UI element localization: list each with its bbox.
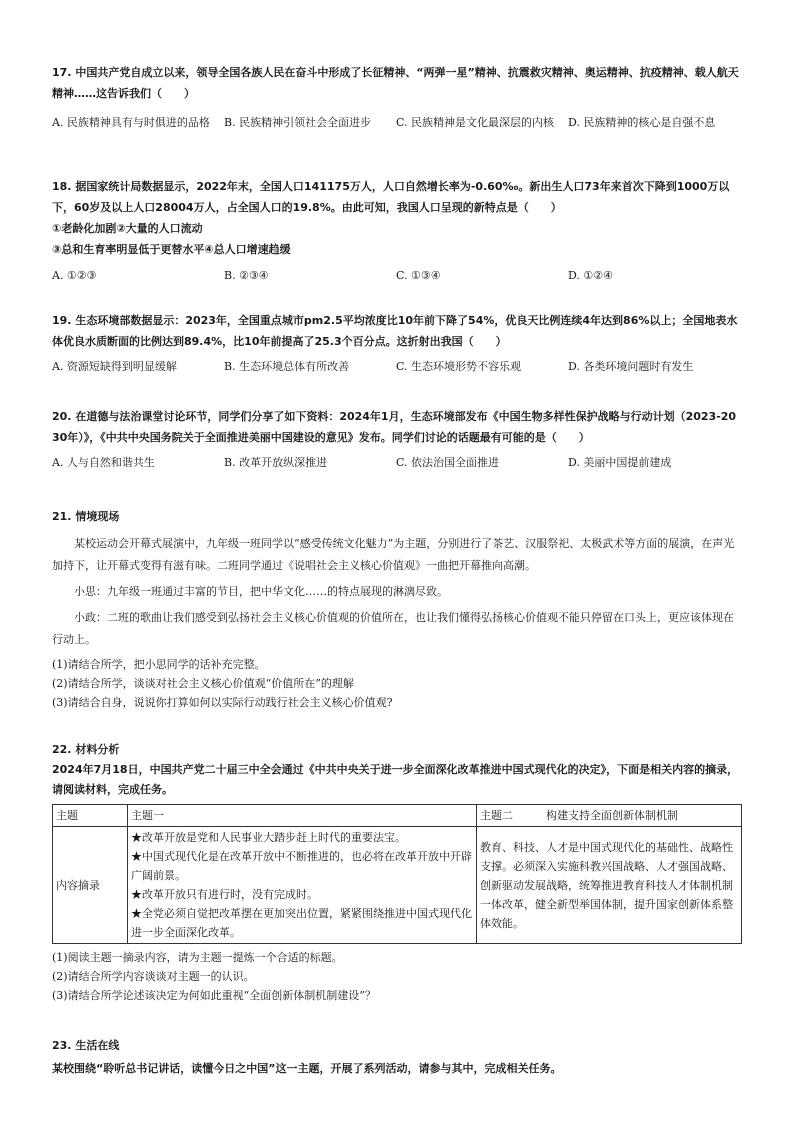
option-b[interactable]: B. ②③④ [224, 269, 269, 282]
material-intro: 2024年7月18日，中国共产党二十届三中全会通过《中共中央关于进一步全面深化改革推进中国式现代化的决定》，下面是相关内容的摘录，请阅读材料，完成任务。 [52, 763, 739, 796]
option-a[interactable]: A. 民族精神具有与时俱进的品格 [52, 116, 210, 129]
activity-intro: 某校围绕“聆听总书记讲话，读懂今日之中国”这一主题，开展了系列活动，请参与其中，完成相关任务。 [52, 1062, 562, 1075]
table-cell [128, 827, 477, 944]
table-header-cell: 主题二 构建支持全面创新体制机制 [477, 805, 742, 827]
excerpt-line: ★改革开放是党和人民事业大踏步赶上时代的重要法宝。 [131, 831, 406, 844]
sub-question: (3)请结合自身，说说你打算如何以实际行动践行社会主义核心价值观? [52, 696, 393, 709]
statement-line: ①老龄化加剧②大量的人口流动 [52, 222, 203, 235]
option-c[interactable]: C. 民族精神是文化最深层的内核 [396, 116, 555, 129]
dialogue-line: 小政：二班的歌曲让我们感受到弘扬社会主义核心价值观的价值所在，也让我们懂得弘扬核心价值观不能只停留在口头上，更应该体现在行动上。 [52, 611, 734, 646]
option-d[interactable]: D. 各类环境问题时有发生 [568, 360, 694, 373]
question-stem: 20. 在道德与法治课堂讨论环节，同学们分享了如下资料：2024年1月，生态环境部发布《中国生物多样性保护战略与行动计划（2023-2030年）》，《中共中央国务院关于全面推进美丽中国建设的意见》发布。同学们讨论的话题最有可能的是（ ） [52, 410, 737, 444]
table-header-cell: 主题 [53, 805, 128, 827]
option-c[interactable]: C. ①③④ [396, 269, 441, 282]
sub-question: (1)阅读主题一摘录内容，请为主题一提炼一个合适的标题。 [52, 951, 343, 964]
options-row [52, 113, 742, 133]
option-c[interactable]: C. 依法治国全面推进 [396, 456, 500, 469]
section-title: 23. 生活在线 [52, 1039, 120, 1052]
question-stem: 17. 中国共产党自成立以来，领导全国各族人民在奋斗中形成了长征精神、“两弹一星”精神、抗震救灾精神、奥运精神、抗疫精神、载人航天精神……这告诉我们（ ） [52, 66, 739, 100]
question-19 [52, 310, 742, 377]
table-row-label: 内容摘录 [53, 827, 128, 944]
sub-question: (3)请结合所学论述该决定为何如此重视“全面创新体制机制建设”？ [52, 989, 376, 1002]
question-17 [52, 62, 742, 133]
option-a[interactable]: A. 人与自然和谐共生 [52, 456, 155, 469]
option-d[interactable]: D. 美丽中国提前建成 [568, 456, 672, 469]
option-b[interactable]: B. 民族精神引领社会全面进步 [224, 116, 372, 129]
option-c[interactable]: C. 生态环境形势不容乐观 [396, 360, 522, 373]
option-d[interactable]: D. 民族精神的核心是自强不息 [568, 116, 716, 129]
excerpt-line: ★中国式现代化是在改革开放中不断推进的，也必将在改革开放中开辟广阔前景。 [131, 850, 472, 882]
sub-question: (1)请结合所学，把小思同学的话补充完整。 [52, 658, 266, 671]
option-b[interactable]: B. 生态环境总体有所改善 [224, 360, 350, 373]
scenario-paragraph: 某校运动会开幕式展演中，九年级一班同学以“感受传统文化魅力”为主题，分别进行了茶艺、汉服祭祀、太极武术等方面的展演，在声光加持下，让开幕式变得有滋有味。二班同学通过《说唱社会主义核心价值观》一曲把开幕推向高潮。 [52, 537, 735, 572]
section-title: 21. 情境现场 [52, 510, 120, 523]
question-22 [52, 740, 742, 1005]
question-stem: 19. 生态环境部数据显示：2023年，全国重点城市pm2.5平均浓度比10年前下降了54%，优良天比例连续4年达到86%以上；全国地表水体优良水质断面的比例达到89.4%，比10年前提高了25.3个百分点。这折射出我国（ ） [52, 314, 738, 348]
sub-question: (2)请结合所学内容谈谈对主题一的认识。 [52, 970, 255, 983]
question-20 [52, 406, 742, 473]
options-row [52, 453, 742, 473]
excerpt-line: ★改革开放只有进行时，没有完成时。 [131, 888, 318, 901]
options-row [52, 266, 742, 286]
table-row [53, 827, 742, 944]
question-23 [52, 1036, 742, 1079]
table-cell: 教育、科技、人才是中国式现代化的基础性、战略性支撑。必须深入实施科教兴国战略、人才强国战略、创新驱动发展战略，统筹推进教育科技人才体制机制一体改革，健全新型举国体制，提升国家创新体系整体效能。 [477, 827, 742, 944]
table-row [53, 805, 742, 827]
section-title: 22. 材料分析 [52, 743, 120, 756]
sub-question: (2)请结合所学，谈谈对社会主义核心价值观“价值所在”的理解 [52, 677, 354, 690]
question-18 [52, 176, 742, 286]
question-stem: 18. 据国家统计局数据显示，2022年末，全国人口141175万人，人口自然增长率为-0.60‰。新出生人口73年来首次下降到1000万以下，60岁及以上人口28004万人，占全国人口的19.8%。由此可知，我国人口呈现的新特点是（ ） [52, 180, 730, 214]
dialogue-line: 小思：九年级一班通过丰富的节目，把中华文化……的特点展现的淋漓尽致。 [74, 585, 448, 598]
option-a[interactable]: A. ①②③ [52, 269, 97, 282]
options-row [52, 357, 742, 377]
material-table [52, 804, 742, 944]
statement-line: ③总和生育率明显低于更替水平④总人口增速趋缓 [52, 243, 291, 256]
question-21 [52, 507, 742, 712]
option-a[interactable]: A. 资源短缺得到明显缓解 [52, 360, 177, 373]
excerpt-line: ★全党必须自觉把改革摆在更加突出位置，紧紧围绕推进中国式现代化进一步全面深化改革。 [131, 907, 472, 939]
option-d[interactable]: D. ①②④ [568, 269, 614, 282]
table-header-cell: 主题一 [128, 805, 477, 827]
option-b[interactable]: B. 改革开放纵深推进 [224, 456, 328, 469]
